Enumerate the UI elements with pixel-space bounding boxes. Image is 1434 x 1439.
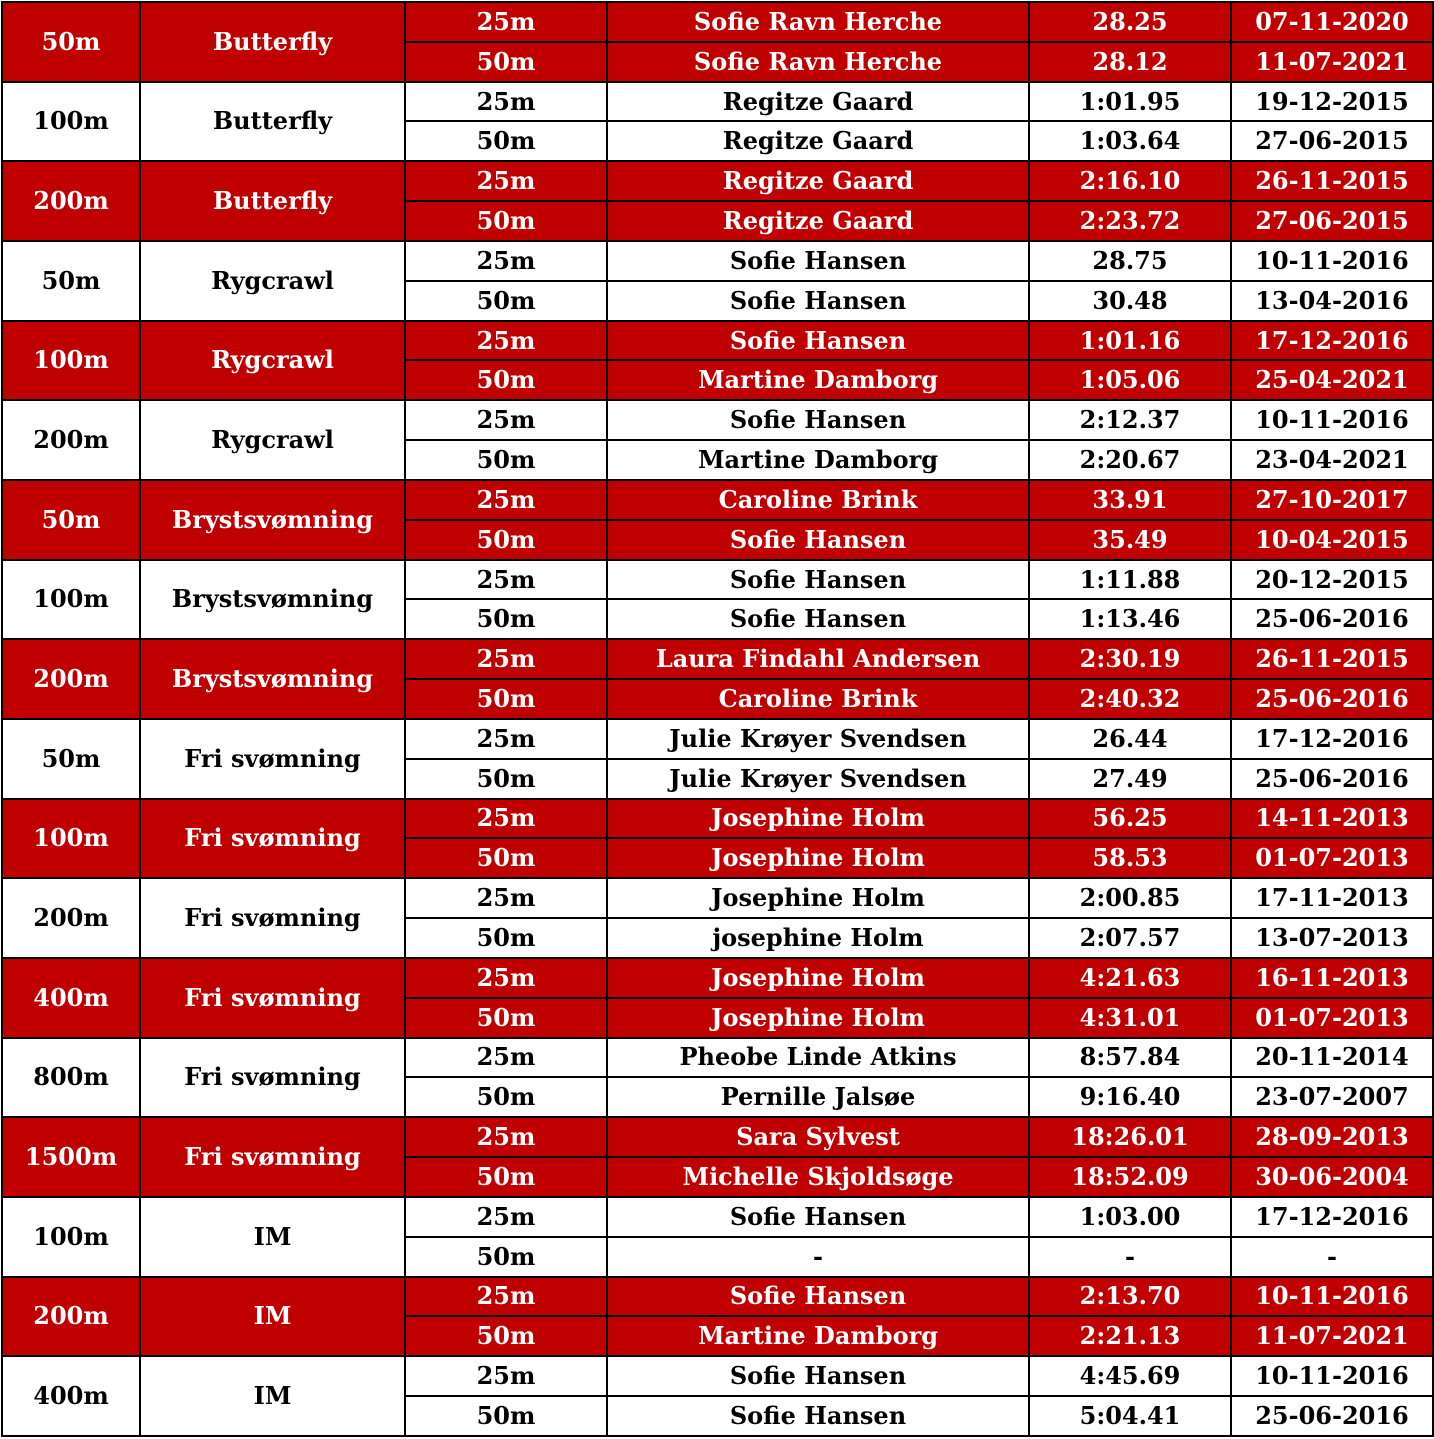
pool-length-cell: 50m bbox=[405, 918, 607, 958]
swimmer-name-cell: Regitze Gaard bbox=[607, 121, 1029, 161]
record-date-cell: 27-06-2015 bbox=[1231, 201, 1433, 241]
event-stroke-cell: Butterfly bbox=[140, 2, 405, 82]
swimmer-name-cell: Sofie Hansen bbox=[607, 1277, 1029, 1317]
pool-length-cell: 50m bbox=[405, 520, 607, 560]
swimmer-name-cell: Sofie Hansen bbox=[607, 599, 1029, 639]
record-date-cell: 25-06-2016 bbox=[1231, 1396, 1433, 1436]
pool-length-cell: 50m bbox=[405, 42, 607, 82]
record-date-cell: 01-07-2013 bbox=[1231, 838, 1433, 878]
pool-length-cell: 25m bbox=[405, 1038, 607, 1078]
pool-length-cell: 25m bbox=[405, 719, 607, 759]
swimmer-name-cell: Sofie Hansen bbox=[607, 241, 1029, 281]
record-time-cell: 1:03.00 bbox=[1029, 1197, 1231, 1237]
record-date-cell: 17-12-2016 bbox=[1231, 719, 1433, 759]
swimmer-name-cell: Sofie Hansen bbox=[607, 321, 1029, 361]
record-time-cell: 28.25 bbox=[1029, 2, 1231, 42]
record-date-cell: 10-11-2016 bbox=[1231, 1356, 1433, 1396]
record-time-cell: 9:16.40 bbox=[1029, 1077, 1231, 1117]
table-row bbox=[2, 2, 1433, 42]
record-time-cell: 2:40.32 bbox=[1029, 679, 1231, 719]
swimmer-name-cell: Martine Damborg bbox=[607, 360, 1029, 400]
record-date-cell: 11-07-2021 bbox=[1231, 42, 1433, 82]
pool-length-cell: 25m bbox=[405, 82, 607, 122]
event-stroke-cell: Fri svømning bbox=[140, 799, 405, 879]
table-row bbox=[2, 241, 1433, 281]
event-distance-cell: 400m bbox=[2, 958, 140, 1038]
event-stroke-cell: Fri svømning bbox=[140, 719, 405, 799]
event-stroke-cell: Rygcrawl bbox=[140, 241, 405, 321]
swimmer-name-cell: Julie Krøyer Svendsen bbox=[607, 719, 1029, 759]
event-distance-cell: 100m bbox=[2, 1197, 140, 1277]
swimmer-name-cell: Caroline Brink bbox=[607, 480, 1029, 520]
record-time-cell: 4:31.01 bbox=[1029, 998, 1231, 1038]
swimmer-name-cell: Sofie Hansen bbox=[607, 1396, 1029, 1436]
record-time-cell: 26.44 bbox=[1029, 719, 1231, 759]
table-row bbox=[2, 1356, 1433, 1396]
table-row bbox=[2, 1277, 1433, 1317]
event-distance-cell: 100m bbox=[2, 560, 140, 640]
pool-length-cell: 25m bbox=[405, 1277, 607, 1317]
pool-length-cell: 50m bbox=[405, 1077, 607, 1117]
swimmer-name-cell: Laura Findahl Andersen bbox=[607, 639, 1029, 679]
record-date-cell: 25-06-2016 bbox=[1231, 679, 1433, 719]
swimmer-name-cell: Sofie Hansen bbox=[607, 1356, 1029, 1396]
event-distance-cell: 200m bbox=[2, 1277, 140, 1357]
record-time-cell: 1:01.95 bbox=[1029, 82, 1231, 122]
event-distance-cell: 200m bbox=[2, 161, 140, 241]
pool-length-cell: 25m bbox=[405, 1117, 607, 1157]
event-stroke-cell: IM bbox=[140, 1197, 405, 1277]
pool-length-cell: 25m bbox=[405, 799, 607, 839]
record-date-cell: 23-04-2021 bbox=[1231, 440, 1433, 480]
pool-length-cell: 25m bbox=[405, 878, 607, 918]
swimmer-name-cell: Sofie Hansen bbox=[607, 520, 1029, 560]
record-date-cell: 28-09-2013 bbox=[1231, 1117, 1433, 1157]
record-time-cell: 33.91 bbox=[1029, 480, 1231, 520]
swimmer-name-cell: Sara Sylvest bbox=[607, 1117, 1029, 1157]
table-row bbox=[2, 161, 1433, 201]
table-row bbox=[2, 480, 1433, 520]
pool-length-cell: 50m bbox=[405, 1237, 607, 1277]
table-row bbox=[2, 321, 1433, 361]
pool-length-cell: 25m bbox=[405, 241, 607, 281]
event-stroke-cell: Rygcrawl bbox=[140, 400, 405, 480]
event-stroke-cell: Brystsvømning bbox=[140, 480, 405, 560]
pool-length-cell: 25m bbox=[405, 639, 607, 679]
pool-length-cell: 50m bbox=[405, 599, 607, 639]
record-time-cell: 1:03.64 bbox=[1029, 121, 1231, 161]
event-stroke-cell: Butterfly bbox=[140, 82, 405, 162]
record-time-cell: 2:12.37 bbox=[1029, 400, 1231, 440]
event-distance-cell: 400m bbox=[2, 1356, 140, 1436]
event-distance-cell: 50m bbox=[2, 2, 140, 82]
pool-length-cell: 50m bbox=[405, 679, 607, 719]
swimmer-name-cell: Sofie Ravn Herche bbox=[607, 2, 1029, 42]
record-date-cell: 11-07-2021 bbox=[1231, 1316, 1433, 1356]
record-date-cell: 19-12-2015 bbox=[1231, 82, 1433, 122]
swimmer-name-cell: Caroline Brink bbox=[607, 679, 1029, 719]
swimmer-name-cell: Sofie Hansen bbox=[607, 560, 1029, 600]
event-distance-cell: 100m bbox=[2, 321, 140, 401]
record-date-cell: 20-12-2015 bbox=[1231, 560, 1433, 600]
swimmer-name-cell: Sofie Ravn Herche bbox=[607, 42, 1029, 82]
record-date-cell: 27-10-2017 bbox=[1231, 480, 1433, 520]
record-time-cell: 56.25 bbox=[1029, 799, 1231, 839]
pool-length-cell: 25m bbox=[405, 161, 607, 201]
record-time-cell: 2:07.57 bbox=[1029, 918, 1231, 958]
record-date-cell: 10-04-2015 bbox=[1231, 520, 1433, 560]
record-time-cell: 2:30.19 bbox=[1029, 639, 1231, 679]
event-stroke-cell: Fri svømning bbox=[140, 958, 405, 1038]
record-date-cell: 16-11-2013 bbox=[1231, 958, 1433, 998]
record-time-cell: 2:13.70 bbox=[1029, 1277, 1231, 1317]
record-time-cell: 1:11.88 bbox=[1029, 560, 1231, 600]
record-time-cell: 1:05.06 bbox=[1029, 360, 1231, 400]
pool-length-cell: 25m bbox=[405, 321, 607, 361]
table-row bbox=[2, 400, 1433, 440]
record-date-cell: 26-11-2015 bbox=[1231, 639, 1433, 679]
record-date-cell: 17-11-2013 bbox=[1231, 878, 1433, 918]
record-date-cell: 10-11-2016 bbox=[1231, 1277, 1433, 1317]
record-date-cell: 01-07-2013 bbox=[1231, 998, 1433, 1038]
event-distance-cell: 50m bbox=[2, 480, 140, 560]
record-time-cell: 18:52.09 bbox=[1029, 1157, 1231, 1197]
pool-length-cell: 50m bbox=[405, 1157, 607, 1197]
record-date-cell: 25-06-2016 bbox=[1231, 599, 1433, 639]
swimmer-name-cell: Josephine Holm bbox=[607, 958, 1029, 998]
record-time-cell: 28.75 bbox=[1029, 241, 1231, 281]
event-distance-cell: 100m bbox=[2, 799, 140, 879]
record-date-cell: 17-12-2016 bbox=[1231, 321, 1433, 361]
pool-length-cell: 50m bbox=[405, 759, 607, 799]
swimmer-name-cell: Julie Krøyer Svendsen bbox=[607, 759, 1029, 799]
record-date-cell: 20-11-2014 bbox=[1231, 1038, 1433, 1078]
swimmer-name-cell: Regitze Gaard bbox=[607, 201, 1029, 241]
swimmer-name-cell: Sofie Hansen bbox=[607, 400, 1029, 440]
event-stroke-cell: IM bbox=[140, 1356, 405, 1436]
table-row bbox=[2, 958, 1433, 998]
record-time-cell: 4:21.63 bbox=[1029, 958, 1231, 998]
swimmer-name-cell: Sofie Hansen bbox=[607, 281, 1029, 321]
record-time-cell: 2:21.13 bbox=[1029, 1316, 1231, 1356]
event-distance-cell: 800m bbox=[2, 1038, 140, 1118]
pool-length-cell: 50m bbox=[405, 838, 607, 878]
record-time-cell: 2:20.67 bbox=[1029, 440, 1231, 480]
record-date-cell: - bbox=[1231, 1237, 1433, 1277]
record-time-cell: 1:01.16 bbox=[1029, 321, 1231, 361]
swimmer-name-cell: josephine Holm bbox=[607, 918, 1029, 958]
record-date-cell: 13-04-2016 bbox=[1231, 281, 1433, 321]
record-time-cell: 2:16.10 bbox=[1029, 161, 1231, 201]
record-time-cell: 5:04.41 bbox=[1029, 1396, 1231, 1436]
record-date-cell: 30-06-2004 bbox=[1231, 1157, 1433, 1197]
event-stroke-cell: Fri svømning bbox=[140, 1117, 405, 1197]
event-stroke-cell: Rygcrawl bbox=[140, 321, 405, 401]
pool-length-cell: 25m bbox=[405, 2, 607, 42]
record-time-cell: 4:45.69 bbox=[1029, 1356, 1231, 1396]
swimmer-name-cell: Michelle Skjoldsøge bbox=[607, 1157, 1029, 1197]
event-stroke-cell: Butterfly bbox=[140, 161, 405, 241]
swimmer-name-cell: Josephine Holm bbox=[607, 799, 1029, 839]
swimmer-name-cell: Martine Damborg bbox=[607, 440, 1029, 480]
event-distance-cell: 1500m bbox=[2, 1117, 140, 1197]
table-row bbox=[2, 1038, 1433, 1078]
swimmer-name-cell: Sofie Hansen bbox=[607, 1197, 1029, 1237]
record-date-cell: 07-11-2020 bbox=[1231, 2, 1433, 42]
table-row bbox=[2, 799, 1433, 839]
pool-length-cell: 50m bbox=[405, 1396, 607, 1436]
record-time-cell: 2:00.85 bbox=[1029, 878, 1231, 918]
record-date-cell: 10-11-2016 bbox=[1231, 241, 1433, 281]
table-row bbox=[2, 82, 1433, 122]
event-stroke-cell: Brystsvømning bbox=[140, 639, 405, 719]
event-distance-cell: 200m bbox=[2, 400, 140, 480]
table-row bbox=[2, 1117, 1433, 1157]
swimmer-name-cell: Martine Damborg bbox=[607, 1316, 1029, 1356]
table-row bbox=[2, 719, 1433, 759]
swimmer-name-cell: Josephine Holm bbox=[607, 998, 1029, 1038]
record-time-cell: - bbox=[1029, 1237, 1231, 1277]
record-time-cell: 1:13.46 bbox=[1029, 599, 1231, 639]
record-time-cell: 8:57.84 bbox=[1029, 1038, 1231, 1078]
event-stroke-cell: Fri svømning bbox=[140, 878, 405, 958]
record-date-cell: 23-07-2007 bbox=[1231, 1077, 1433, 1117]
record-date-cell: 13-07-2013 bbox=[1231, 918, 1433, 958]
swimmer-name-cell: Pheobe Linde Atkins bbox=[607, 1038, 1029, 1078]
event-stroke-cell: IM bbox=[140, 1277, 405, 1357]
table-row bbox=[2, 560, 1433, 600]
pool-length-cell: 50m bbox=[405, 201, 607, 241]
pool-length-cell: 50m bbox=[405, 360, 607, 400]
record-date-cell: 17-12-2016 bbox=[1231, 1197, 1433, 1237]
record-time-cell: 35.49 bbox=[1029, 520, 1231, 560]
swimmer-name-cell: Regitze Gaard bbox=[607, 82, 1029, 122]
record-time-cell: 18:26.01 bbox=[1029, 1117, 1231, 1157]
pool-length-cell: 25m bbox=[405, 400, 607, 440]
event-stroke-cell: Brystsvømning bbox=[140, 560, 405, 640]
record-date-cell: 27-06-2015 bbox=[1231, 121, 1433, 161]
swimmer-name-cell: - bbox=[607, 1237, 1029, 1277]
swimmer-name-cell: Regitze Gaard bbox=[607, 161, 1029, 201]
record-date-cell: 14-11-2013 bbox=[1231, 799, 1433, 839]
event-distance-cell: 100m bbox=[2, 82, 140, 162]
pool-length-cell: 50m bbox=[405, 440, 607, 480]
pool-length-cell: 50m bbox=[405, 998, 607, 1038]
event-distance-cell: 200m bbox=[2, 878, 140, 958]
pool-length-cell: 25m bbox=[405, 1197, 607, 1237]
table-row bbox=[2, 1197, 1433, 1237]
records-table bbox=[1, 1, 1434, 1437]
pool-length-cell: 50m bbox=[405, 121, 607, 161]
records-table-body bbox=[2, 2, 1433, 1436]
swimmer-name-cell: Pernille Jalsøe bbox=[607, 1077, 1029, 1117]
event-distance-cell: 200m bbox=[2, 639, 140, 719]
record-date-cell: 10-11-2016 bbox=[1231, 400, 1433, 440]
record-time-cell: 27.49 bbox=[1029, 759, 1231, 799]
pool-length-cell: 50m bbox=[405, 281, 607, 321]
event-distance-cell: 50m bbox=[2, 719, 140, 799]
pool-length-cell: 50m bbox=[405, 1316, 607, 1356]
pool-length-cell: 25m bbox=[405, 958, 607, 998]
pool-length-cell: 25m bbox=[405, 560, 607, 600]
event-stroke-cell: Fri svømning bbox=[140, 1038, 405, 1118]
event-distance-cell: 50m bbox=[2, 241, 140, 321]
table-row bbox=[2, 639, 1433, 679]
record-time-cell: 28.12 bbox=[1029, 42, 1231, 82]
record-date-cell: 25-06-2016 bbox=[1231, 759, 1433, 799]
pool-length-cell: 25m bbox=[405, 1356, 607, 1396]
table-row bbox=[2, 878, 1433, 918]
pool-length-cell: 25m bbox=[405, 480, 607, 520]
swimmer-name-cell: Josephine Holm bbox=[607, 878, 1029, 918]
swimmer-name-cell: Josephine Holm bbox=[607, 838, 1029, 878]
record-date-cell: 25-04-2021 bbox=[1231, 360, 1433, 400]
record-time-cell: 30.48 bbox=[1029, 281, 1231, 321]
record-date-cell: 26-11-2015 bbox=[1231, 161, 1433, 201]
record-time-cell: 58.53 bbox=[1029, 838, 1231, 878]
record-time-cell: 2:23.72 bbox=[1029, 201, 1231, 241]
